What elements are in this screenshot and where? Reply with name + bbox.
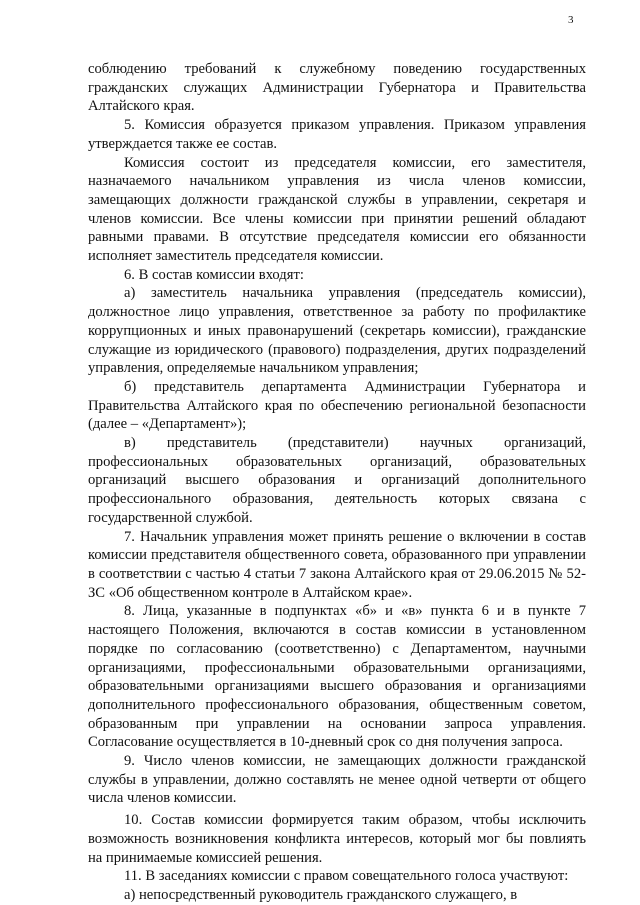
paragraph-commission-composition: Комиссия состоит из председателя комиссии, его заместителя, назначаемого начальником управления из числа членов комиссии, замещающих должности гражданской службы в управлении, секретаря и членов комиссии. Все члены комиссии при принятии решений обладают равными правами. В отсутствие председателя комиссии его обязанности исполняет заместитель председателя комиссии. bbox=[88, 154, 586, 265]
paragraph-item-6v: в) представитель (представители) научных организаций, профессиональных образовательных организаций, образовательных организаций высшего образования и организаций дополнительного профессионального образования, деятельность которых связана с государственной службой. bbox=[88, 435, 586, 526]
paragraph-continuation: соблюдению требований к служебному поведению государственных гражданских служащих Администрации Губернатора и Правительства Алтайского края. bbox=[88, 61, 586, 115]
paragraph-item-11: 11. В заседаниях комиссии с правом совещательного голоса участвуют: bbox=[124, 868, 569, 885]
page-number: 3 bbox=[568, 14, 574, 26]
paragraph-item-11a: а) непосредственный руководитель гражданского служащего, в bbox=[124, 886, 518, 903]
paragraph-item-10: 10. Состав комиссии формируется таким образом, чтобы исключить возможность возникновения конфликта интересов, который мог бы повлиять на принимаемые комиссией решения. bbox=[88, 812, 586, 866]
document-body bbox=[88, 60, 586, 905]
paragraph-item-7: 7. Начальник управления может принять решение о включении в состав комиссии представителя общественного совета, образованного при управлении в соответствии с частью 4 статьи 7 закона Алтайского края от 29.06.2015 № 52-ЗС «Об общественном контроле в Алтайском крае». bbox=[88, 528, 586, 601]
paragraph-item-8: 8. Лица, указанные в подпунктах «б» и «в» пункта 6 и в пункте 7 настоящего Положения, включаются в состав комиссии в установленном порядке по согласованию (соответственно) с Департаментом, научными организациями, профессиональными образовательными организациями, образовательными организациями высшего образования и организациями дополнительного профессионального образования, общественным советом, образованным при управлении на основании запроса управления. Согласование осуществляется в 10-дневный срок со дня получения запроса. bbox=[88, 603, 586, 751]
paragraph-item-9: 9. Число членов комиссии, не замещающих должности гражданской службы в управлении, должно составлять не менее одной четверти от общего числа членов комиссии. bbox=[88, 753, 586, 807]
paragraph-item-6: 6. В состав комиссии входят: bbox=[124, 266, 304, 283]
paragraph-item-5: 5. Комиссия образуется приказом управления. Приказом управления утверждается также ее состав. bbox=[88, 117, 586, 152]
paragraph-item-6a: а) заместитель начальника управления (председатель комиссии), должностное лицо управления, ответственное за работу по профилактике коррупционных и иных правонарушений (секретарь комиссии), гражданские служащие из юридического (правового) подразделения, других подразделений управления, определяемые начальником управления; bbox=[88, 285, 586, 377]
paragraph-item-6b: б) представитель департамента Администрации Губернатора и Правительства Алтайского края по обеспечению региональной безопасности (далее – «Департамент»); bbox=[88, 378, 586, 433]
